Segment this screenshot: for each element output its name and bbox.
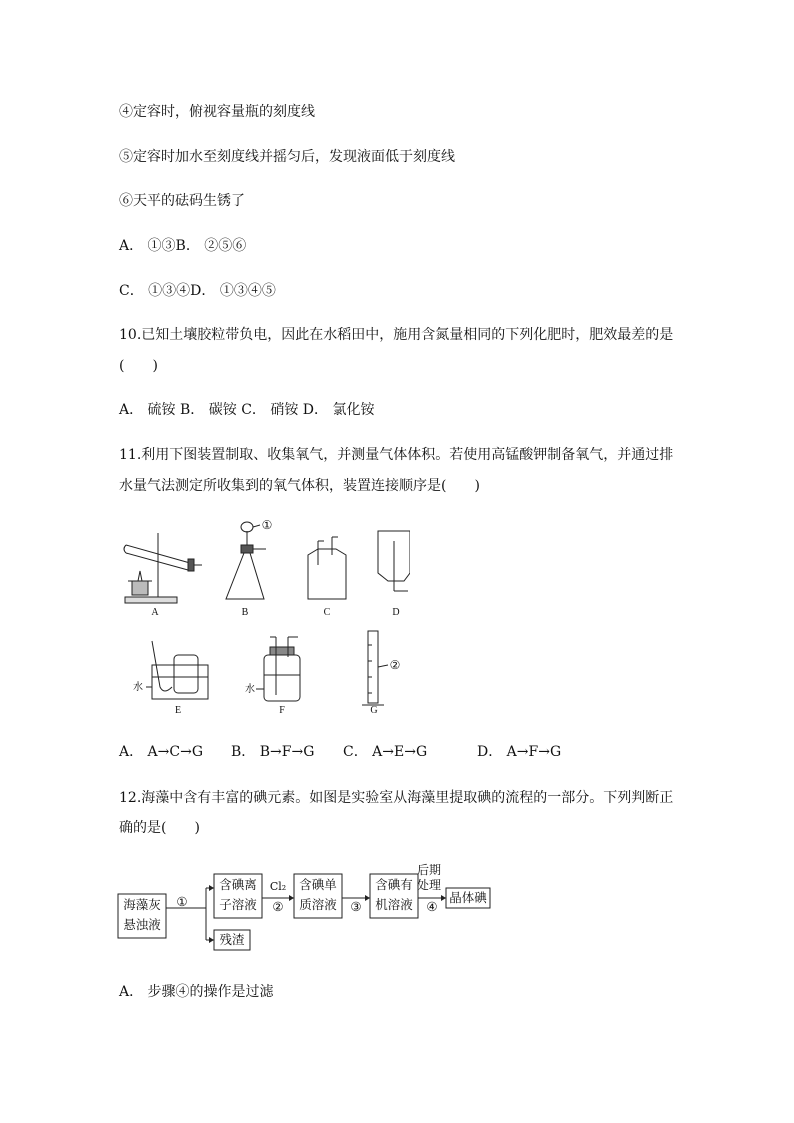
q10-text: 10.已知土壤胶粒带负电，因此在水稻田中，施用含氮量相同的下列化肥时，肥效最差的是: [119, 327, 674, 343]
mark-1: ①: [261, 518, 273, 532]
q12-text-2: 确的是( ): [119, 820, 200, 836]
flow-after-line1: 后期: [416, 863, 441, 877]
flow-residue-label: 残渣: [219, 932, 245, 947]
q11-option-b: B． B→F→G: [231, 744, 315, 760]
q10-options: A． 硫铵 B． 碳铵 C． 硝铵 D． 氯化铵: [119, 402, 375, 418]
flow-simple-line2: 质溶液: [299, 897, 337, 912]
flow-after-line2: 处理: [416, 878, 441, 892]
apparatus-e: [146, 641, 208, 699]
mark-2: ②: [389, 658, 401, 672]
q11-option-c: C． A→E→G: [343, 744, 428, 760]
flow-reagent-cl2: Cl₂: [269, 880, 287, 893]
apparatus-g: [362, 631, 388, 705]
label-a: A: [151, 607, 159, 618]
water-label-f: 水: [245, 684, 255, 695]
text-line-5: ⑤定容时加水至刻度线并摇匀后，发现液面低于刻度线: [119, 149, 455, 165]
q12-text-1: 12.海藻中含有丰富的碘元素。如图是实验室从海藻里提取碘的流程的一部分。下列判断正: [119, 790, 674, 806]
flow-start-line1: 海藻灰: [123, 897, 161, 912]
apparatus-b: [226, 522, 266, 599]
q11-text-1: 11.利用下图装置制取、收集氧气，并测量气体体积。若使用高锰酸钾制备氧气，并通过排: [119, 447, 674, 463]
flow-step-2: ②: [272, 899, 284, 914]
apparatus-a: [124, 533, 202, 603]
q11-text-2: 水量气法测定所收集到的氧气体积，装置连接顺序是( ): [119, 478, 480, 494]
q11-option-d: D． A→F→G: [477, 744, 562, 760]
flow-step-3: ③: [350, 899, 362, 914]
flow-crystal-label: 晶体碘: [449, 890, 487, 905]
text-line-4: ④定容时，俯视容量瓶的刻度线: [119, 104, 315, 120]
label-b: B: [241, 607, 249, 618]
apparatus-c: [308, 537, 346, 599]
flow-start-line2: 悬浊液: [123, 917, 161, 932]
flow-organic-line2: 机溶液: [375, 897, 413, 912]
flow-ion-line2: 子溶液: [219, 897, 257, 912]
q9-options-cd: C． ①③④D． ①③④⑤: [119, 283, 276, 299]
flow-simple-line1: 含碘单: [299, 877, 337, 892]
flow-step-4: ④: [426, 899, 438, 914]
label-e: E: [174, 705, 182, 716]
flow-organic-line1: 含碘有: [375, 877, 413, 892]
text-line-6: ⑥天平的砝码生锈了: [119, 193, 245, 209]
flow-step-1: ①: [176, 894, 188, 909]
apparatus-f: [256, 637, 300, 701]
label-d: D: [392, 607, 400, 618]
apparatus-figure: [110, 515, 410, 720]
q11-options: [119, 743, 561, 761]
label-f: F: [279, 705, 285, 716]
apparatus-d: [378, 531, 410, 591]
q9-options-ab: A． ①③B． ②⑤⑥: [119, 238, 247, 254]
label-c: C: [323, 607, 331, 618]
water-label-e: 水: [133, 682, 143, 693]
q12-option-a: A． 步骤④的操作是过滤: [119, 984, 274, 1000]
q10-paren: ( ): [119, 358, 158, 374]
q11-option-a: A． A→C→G: [119, 744, 204, 760]
label-g: G: [370, 705, 378, 716]
flow-ion-line1: 含碘离: [219, 877, 257, 892]
